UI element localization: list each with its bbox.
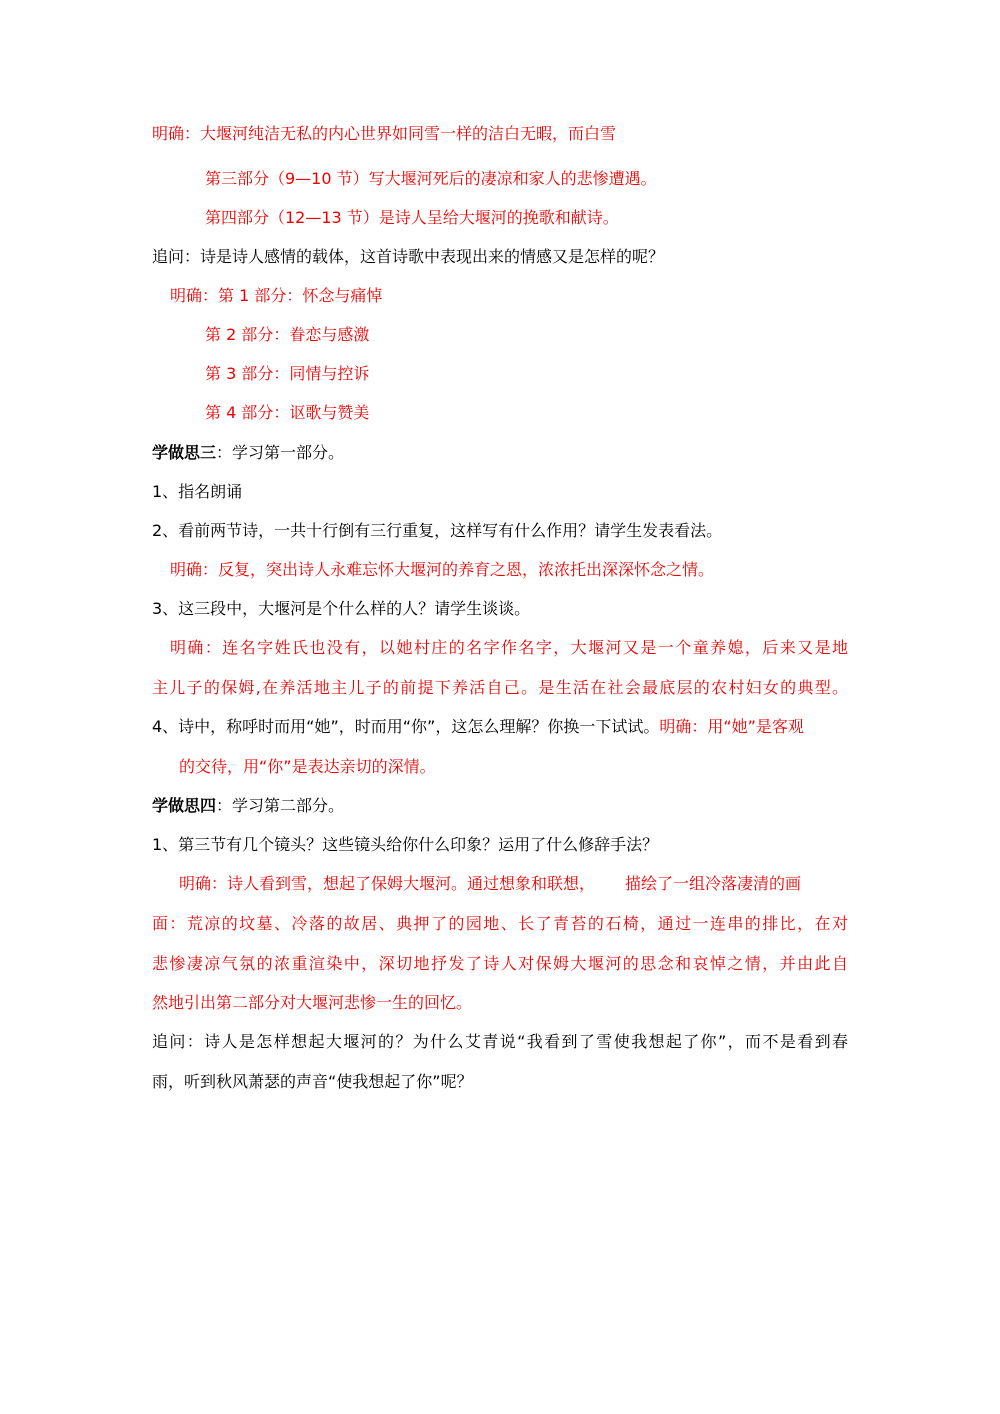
question-text: 4、诗中，称呼时而用“她”，时而用“你”，这怎么理解？你换一下试试。 <box>152 717 660 736</box>
answer-line: 明确：连名字姓氏也没有，以她村庄的名字作名字，大堰河又是一个童养媳，后来又是地 <box>170 638 848 657</box>
section-label: 学做思三 <box>152 443 217 462</box>
answer-text: 描绘了一组冷落凄清的画 <box>625 874 802 893</box>
answer-line: 明确：反复，突出诗人永难忘怀大堰河的养育之恩，浓浓托出深深怀念之情。 <box>170 560 715 579</box>
section-heading-3 <box>152 443 344 463</box>
answer-line: 第 3 部分：同情与控诉 <box>205 364 370 383</box>
question-line: 1、第三节有几个镜头？这些镜头给你什么印象？运用了什么修辞手法？ <box>152 835 659 854</box>
answer-line: 明确：大堰河纯洁无私的内心世界如同雪一样的洁白无暇，而白雪 <box>152 124 617 143</box>
answer-line: 明确：第 1 部分：怀念与痛悼 <box>170 286 383 305</box>
question-line: 3、这三段中，大堰河是个什么样的人？请学生谈谈。 <box>152 599 531 618</box>
answer-line: 第三部分（9—10 节）写大堰河死后的凄凉和家人的悲惨遭遇。 <box>205 169 657 188</box>
question-line <box>152 717 804 737</box>
section-text: ：学习第二部分。 <box>216 796 345 815</box>
question-line: 追问：诗是诗人感情的载体，这首诗歌中表现出来的情感又是怎样的呢？ <box>152 247 665 266</box>
section-text: ：学习第一部分。 <box>216 443 345 462</box>
answer-line: 然地引出第二部分对大堰河悲惨一生的回忆。 <box>152 993 473 1012</box>
section-label: 学做思四 <box>152 796 217 815</box>
answer-line: 主儿子的保姆,在养活地主儿子的前提下养活自己。是生活在社会最底层的农村妇女的典型。 <box>152 678 848 697</box>
answer-line <box>179 874 801 894</box>
question-line: 2、看前两节诗，一共十行倒有三行重复，这样写有什么作用？请学生发表看法。 <box>152 521 723 540</box>
answer-line: 的交待，用“你”是表达亲切的深情。 <box>179 757 436 776</box>
answer-text: 明确：诗人看到雪，想起了保姆大堰河。通过想象和联想， <box>179 874 596 893</box>
section-heading-4 <box>152 796 344 816</box>
answer-line: 第 2 部分：眷恋与感激 <box>205 325 370 344</box>
question-line: 雨，听到秋风萧瑟的声音“使我想起了你”呢？ <box>152 1072 473 1091</box>
answer-text: 明确：用“她”是客观 <box>659 717 804 736</box>
answer-line: 悲惨凄凉气氛的浓重渲染中，深切地抒发了诗人对保姆大堰河的思念和哀悼之情，并由此自 <box>152 954 848 973</box>
answer-line: 第 4 部分：讴歌与赞美 <box>205 403 370 422</box>
answer-line: 面：荒凉的坟墓、冷落的故居、典押了的园地、长了青苔的石椅，通过一连串的排比，在对 <box>152 914 848 933</box>
question-line: 1、指名朗诵 <box>152 482 243 501</box>
answer-line: 第四部分（12—13 节）是诗人呈给大堰河的挽歌和献诗。 <box>205 208 619 227</box>
question-line: 追问：诗人是怎样想起大堰河的？为什么艾青说“我看到了雪使我想起了你”，而不是看到春 <box>152 1032 848 1051</box>
